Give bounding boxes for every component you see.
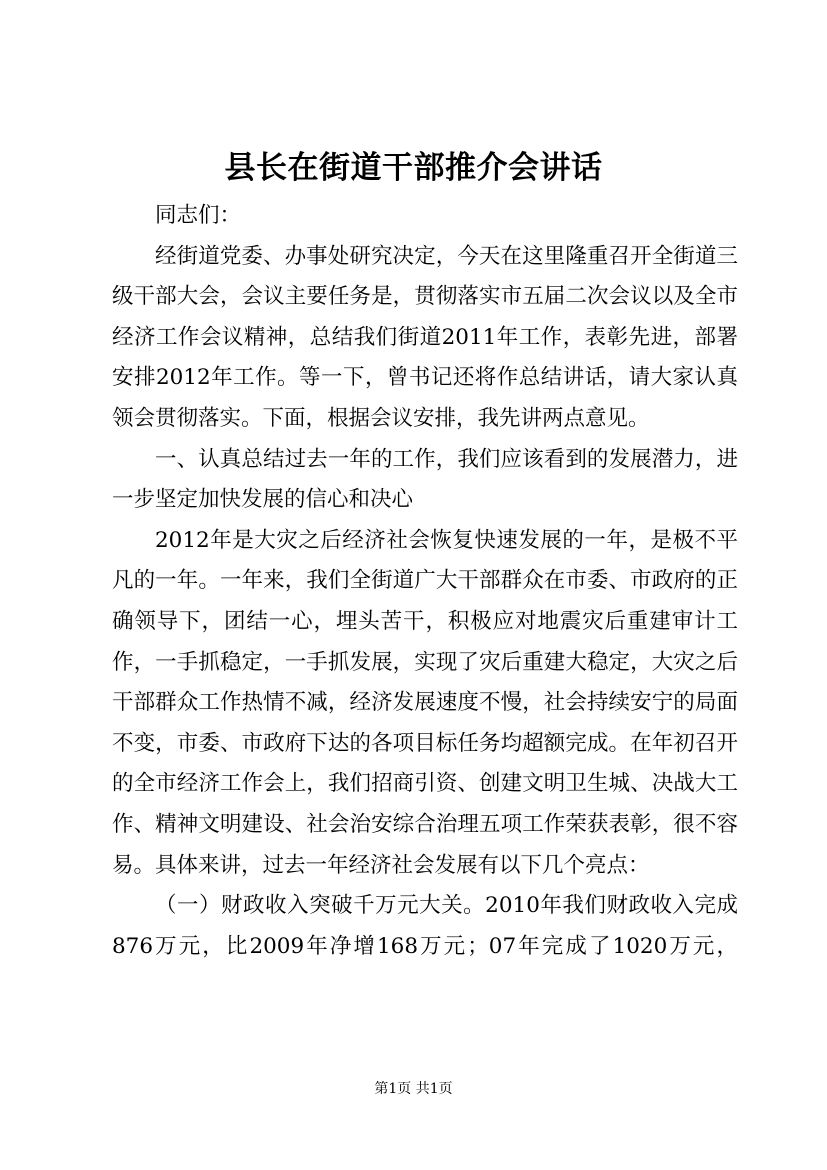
page-footer: 第1页 共1页 <box>374 1081 453 1097</box>
document-body <box>112 196 738 967</box>
paragraph-opening: 经街道党委、办事处研究决定，今天在这里隆重召开全街道三级干部大会，会议主要任务是，贯彻落实市五届二次会议以及全市经济工作会议精神，总结我们街道2011年工作，表彰先进，部署安排2012年工作。等一下，曾书记还将作总结讲话，请大家认真领会贯彻落实。下面，根据会议安排，我先讲两点意见。 <box>112 243 738 431</box>
paragraph-finance: （一）财政收入突破千万元大关。2010年我们财政收入完成876万元，比2009年净增168万元；07年完成了1020万元， <box>112 893 738 959</box>
paragraph-section-heading: 一、认真总结过去一年的工作，我们应该看到的发展潜力，进一步坚定加快发展的信心和决心 <box>112 446 738 513</box>
document-title: 县长在街道干部推介会讲话 <box>224 150 603 186</box>
paragraph-salutation: 同志们： <box>155 203 242 228</box>
paragraph-review: 2012年是大灾之后经济社会恢复快速发展的一年，是极不平凡的一年。一年来，我们全街道广大干部群众在市委、市政府的正确领导下，团结一心，埋头苦干，积极应对地震灾后重建审计工作，一手抓稳定，一手抓发展，实现了灾后重建大稳定，大灾之后干部群众工作热情不减，经济发展速度不慢，社会持续安宁的局面不变，市委、市政府下达的各项目标任务均超额完成。在年初召开的全市经济工作会上，我们招商引资、创建文明卫生城、决战大工作、精神文明建设、社会治安综合治理五项工作荣获表彰，很不容易。具体来讲，过去一年经济社会发展有以下几个亮点： <box>112 527 738 878</box>
